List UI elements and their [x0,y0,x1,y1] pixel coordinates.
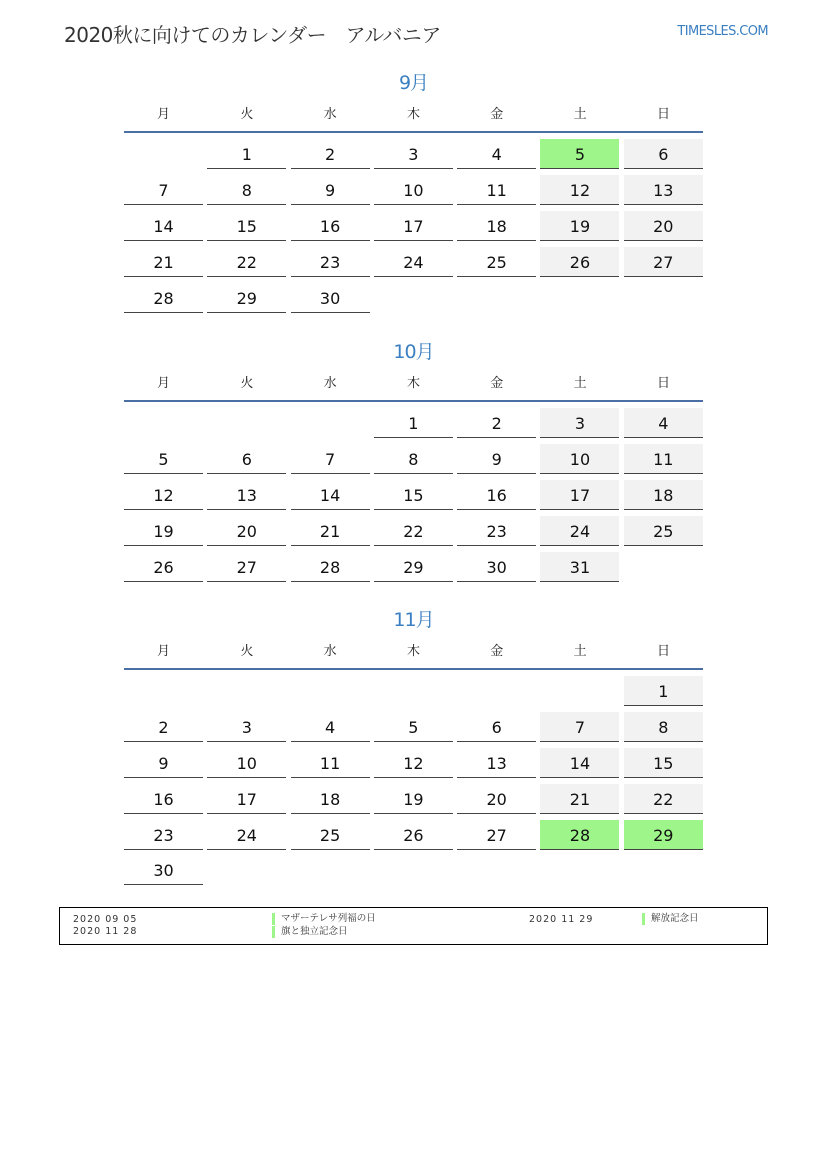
day-cell: 1 [374,408,453,438]
day-cell: 9 [457,444,536,474]
day-cell: 25 [624,516,703,546]
month-title: 11月 [393,609,434,631]
day-cell: 4 [291,712,370,742]
day-cell: 3 [207,712,286,742]
weekday-label: 土 [573,644,587,659]
weekday-label: 日 [656,376,670,391]
day-cell: 7 [540,712,619,742]
day-cell: 29 [374,552,453,582]
weekday-label: 日 [656,107,670,122]
empty-cell [540,676,619,706]
empty-cell [291,676,370,706]
day-cell: 4 [624,408,703,438]
month-october [124,337,703,582]
day-cell: 22 [624,784,703,814]
day-cell: 26 [124,552,203,582]
weekday-label: 土 [573,376,587,391]
day-cell: 23 [457,516,536,546]
weekday-label: 金 [490,376,504,391]
day-cell: 24 [207,820,286,850]
day-cell: 22 [207,247,286,277]
day-cell: 16 [291,211,370,241]
day-cell: 2 [457,408,536,438]
day-cell: 6 [207,444,286,474]
legend-date: 2020 09 05 [73,914,138,925]
holiday-day-cell: 5 [540,139,619,169]
weekday-label: 火 [240,376,254,391]
day-cell: 21 [540,784,619,814]
weekday-label: 月 [156,107,170,122]
month-title: 10月 [393,341,434,363]
holiday-day-cell: 29 [624,820,703,850]
day-cell: 5 [124,444,203,474]
day-cell: 30 [124,855,203,885]
day-cell: 30 [457,552,536,582]
weekday-label: 木 [406,107,420,122]
legend-date: 2020 11 28 [73,926,138,937]
day-grid [124,676,703,885]
day-cell: 27 [624,247,703,277]
day-cell: 19 [540,211,619,241]
day-cell: 7 [291,444,370,474]
empty-cell [124,408,203,438]
day-cell: 11 [291,748,370,778]
day-cell: 17 [207,784,286,814]
weekday-label: 土 [573,107,587,122]
day-cell: 25 [291,820,370,850]
day-cell: 2 [291,139,370,169]
day-cell: 14 [540,748,619,778]
day-cell: 17 [374,211,453,241]
month-november [124,605,703,885]
day-cell: 18 [624,480,703,510]
site-brand[interactable]: TIMESLES.COM [677,24,768,39]
day-cell: 28 [291,552,370,582]
empty-cell [291,408,370,438]
day-cell: 29 [207,283,286,313]
month-title: 9月 [398,72,429,94]
day-cell: 12 [374,748,453,778]
day-cell: 9 [124,748,203,778]
day-cell: 24 [374,247,453,277]
day-cell: 21 [291,516,370,546]
weekday-label: 水 [323,107,337,122]
day-cell: 26 [374,820,453,850]
empty-cell [374,676,453,706]
day-cell: 2 [124,712,203,742]
holiday-legend [59,907,768,945]
day-cell: 11 [457,175,536,205]
day-cell: 6 [457,712,536,742]
day-cell: 30 [291,283,370,313]
page-title: 2020秋に向けてのカレンダー アルバニア [64,23,441,47]
day-cell: 1 [624,676,703,706]
weekday-label: 水 [323,644,337,659]
day-cell: 1 [207,139,286,169]
empty-cell [457,676,536,706]
weekday-label: 日 [656,644,670,659]
empty-cell [124,139,203,169]
day-grid [124,408,703,582]
day-cell: 20 [207,516,286,546]
day-cell: 8 [207,175,286,205]
day-cell: 19 [374,784,453,814]
legend-holiday-name: マザーテレサ列福の日 [272,913,376,925]
day-cell: 8 [374,444,453,474]
day-cell: 27 [207,552,286,582]
day-cell: 17 [540,480,619,510]
day-cell: 12 [540,175,619,205]
day-cell: 3 [374,139,453,169]
empty-cell [207,676,286,706]
day-cell: 11 [624,444,703,474]
weekday-header [124,635,703,670]
day-cell: 12 [124,480,203,510]
weekday-label: 木 [406,376,420,391]
day-cell: 28 [124,283,203,313]
day-cell: 5 [374,712,453,742]
day-cell: 24 [540,516,619,546]
empty-cell [124,676,203,706]
weekday-label: 木 [406,644,420,659]
weekday-label: 火 [240,107,254,122]
day-cell: 14 [124,211,203,241]
day-cell: 31 [540,552,619,582]
day-cell: 7 [124,175,203,205]
day-cell: 16 [124,784,203,814]
day-cell: 20 [624,211,703,241]
weekday-label: 金 [490,107,504,122]
day-cell: 23 [124,820,203,850]
day-cell: 10 [374,175,453,205]
legend-holiday-name: 旗と独立記念日 [272,926,348,938]
day-cell: 20 [457,784,536,814]
day-cell: 23 [291,247,370,277]
day-cell: 18 [457,211,536,241]
day-cell: 25 [457,247,536,277]
weekday-label: 月 [156,644,170,659]
weekday-label: 月 [156,376,170,391]
day-cell: 13 [457,748,536,778]
day-cell: 19 [124,516,203,546]
day-cell: 10 [207,748,286,778]
month-september [124,68,703,313]
day-cell: 13 [624,175,703,205]
day-cell: 16 [457,480,536,510]
day-cell: 13 [207,480,286,510]
weekday-label: 火 [240,644,254,659]
day-cell: 14 [291,480,370,510]
day-cell: 15 [624,748,703,778]
day-cell: 9 [291,175,370,205]
holiday-day-cell: 28 [540,820,619,850]
day-grid [124,139,703,313]
day-cell: 6 [624,139,703,169]
weekday-header [124,98,703,133]
weekday-header [124,367,703,402]
weekday-label: 金 [490,644,504,659]
day-cell: 18 [291,784,370,814]
legend-date: 2020 11 29 [529,914,594,925]
day-cell: 26 [540,247,619,277]
empty-cell [207,408,286,438]
day-cell: 4 [457,139,536,169]
day-cell: 21 [124,247,203,277]
day-cell: 27 [457,820,536,850]
day-cell: 8 [624,712,703,742]
day-cell: 22 [374,516,453,546]
day-cell: 15 [374,480,453,510]
day-cell: 10 [540,444,619,474]
day-cell: 15 [207,211,286,241]
day-cell: 3 [540,408,619,438]
legend-holiday-name: 解放記念日 [642,913,699,925]
weekday-label: 水 [323,376,337,391]
